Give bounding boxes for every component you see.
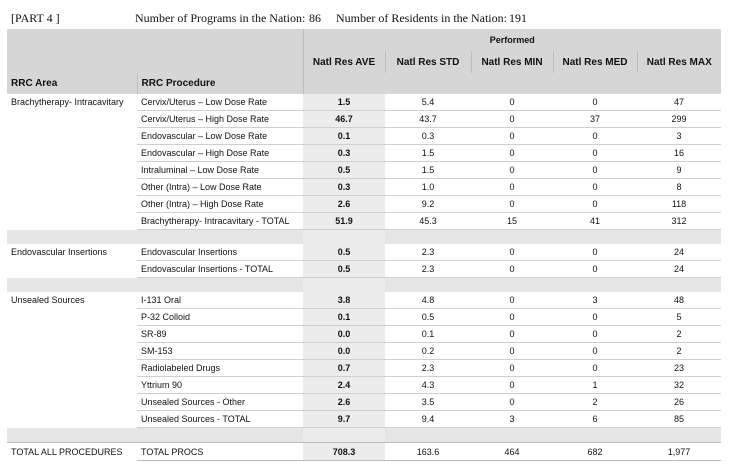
total-min-cell: 464 — [471, 443, 553, 461]
med-cell: 0 — [553, 179, 637, 196]
total-ave-cell: 708.3 — [303, 443, 385, 461]
total-std-cell: 163.6 — [385, 443, 471, 461]
area-empty-cell — [7, 145, 137, 162]
procedure-cell: SM-153 — [137, 343, 303, 360]
table-row — [7, 377, 721, 394]
max-cell: 5 — [637, 309, 721, 326]
min-cell: 0 — [471, 244, 553, 261]
table-row — [7, 128, 721, 145]
programs-label: Number of Programs in the Nation: — [135, 11, 306, 25]
total-area-cell: TOTAL ALL PROCEDURES — [7, 443, 137, 461]
med-cell: 0 — [553, 94, 637, 111]
spacer-cell — [553, 278, 637, 293]
procedure-cell: Unsealed Sources - TOTAL — [137, 411, 303, 428]
max-cell: 24 — [637, 261, 721, 278]
total-med-cell: 682 — [553, 443, 637, 461]
header-blank — [7, 29, 137, 51]
med-cell: 0 — [553, 326, 637, 343]
procedure-cell: Endovascular – High Dose Rate — [137, 145, 303, 162]
min-cell: 0 — [471, 309, 553, 326]
max-cell: 32 — [637, 377, 721, 394]
med-cell: 0 — [553, 360, 637, 377]
procedure-cell: Yttrium 90 — [137, 377, 303, 394]
area-empty-cell — [7, 360, 137, 377]
min-cell: 0 — [471, 326, 553, 343]
procedure-cell: Other (Intra) – High Dose Rate — [137, 196, 303, 213]
spacer-cell — [7, 230, 137, 245]
std-cell: 1.0 — [385, 179, 471, 196]
ave-cell: 0.0 — [303, 326, 385, 343]
area-empty-cell — [7, 179, 137, 196]
med-cell: 0 — [553, 244, 637, 261]
med-cell: 1 — [553, 377, 637, 394]
procedure-cell: Radiolabeled Drugs — [137, 360, 303, 377]
procedure-cell: Endovascular – Low Dose Rate — [137, 128, 303, 145]
max-cell: 2 — [637, 326, 721, 343]
min-cell: 0 — [471, 145, 553, 162]
spacer-cell — [385, 278, 471, 293]
col-header-area: RRC Area — [7, 73, 137, 94]
table-row — [7, 196, 721, 213]
area-empty-cell — [7, 162, 137, 179]
std-cell: 5.4 — [385, 94, 471, 111]
min-cell: 3 — [471, 411, 553, 428]
table-row — [7, 244, 721, 261]
spacer-cell — [385, 230, 471, 245]
med-cell: 0 — [553, 343, 637, 360]
group-spacer — [7, 428, 721, 443]
spacer-cell — [385, 428, 471, 443]
std-cell: 43.7 — [385, 111, 471, 128]
min-cell: 0 — [471, 394, 553, 411]
area-empty-cell — [7, 343, 137, 360]
header-blank — [137, 51, 303, 73]
area-empty-cell — [7, 411, 137, 428]
procedure-cell: I-131 Oral — [137, 292, 303, 309]
total-max-cell: 1,977 — [637, 443, 721, 461]
report-header — [7, 8, 721, 28]
col-header-max: Natl Res MAX — [637, 51, 721, 73]
max-cell: 47 — [637, 94, 721, 111]
spacer-cell — [637, 428, 721, 443]
group-spacer — [7, 278, 721, 293]
max-cell: 118 — [637, 196, 721, 213]
residents-value: 191 — [509, 11, 527, 25]
max-cell: 3 — [637, 128, 721, 145]
procedure-cell: P-32 Colloid — [137, 309, 303, 326]
table-row — [7, 179, 721, 196]
ave-cell: 0.5 — [303, 244, 385, 261]
ave-cell: 9.7 — [303, 411, 385, 428]
max-cell: 48 — [637, 292, 721, 309]
header-blank — [137, 29, 303, 51]
ave-cell: 0.1 — [303, 309, 385, 326]
std-cell: 4.8 — [385, 292, 471, 309]
std-cell: 0.1 — [385, 326, 471, 343]
spacer-cell — [553, 230, 637, 245]
area-empty-cell — [7, 128, 137, 145]
ave-cell: 2.6 — [303, 196, 385, 213]
table-row — [7, 94, 721, 111]
procedure-cell: Cervix/Uterus – Low Dose Rate — [137, 94, 303, 111]
min-cell: 0 — [471, 196, 553, 213]
ave-cell: 1.5 — [303, 94, 385, 111]
table-row — [7, 292, 721, 309]
ave-cell: 0.5 — [303, 162, 385, 179]
med-cell: 41 — [553, 213, 637, 230]
area-empty-cell — [7, 394, 137, 411]
area-empty-cell — [7, 377, 137, 394]
spacer-cell — [471, 230, 553, 245]
med-cell: 0 — [553, 145, 637, 162]
spacer-cell — [303, 278, 385, 293]
performed-header: Performed — [303, 29, 721, 51]
col-header-ave: Natl Res AVE — [303, 51, 385, 73]
med-cell: 2 — [553, 394, 637, 411]
max-cell: 8 — [637, 179, 721, 196]
table-row — [7, 343, 721, 360]
med-cell: 6 — [553, 411, 637, 428]
spacer-cell — [553, 428, 637, 443]
statistics-table — [7, 29, 721, 461]
spacer-cell — [7, 278, 137, 293]
group-spacer — [7, 230, 721, 245]
ave-cell: 0.5 — [303, 261, 385, 278]
min-cell: 0 — [471, 261, 553, 278]
max-cell: 24 — [637, 244, 721, 261]
max-cell: 16 — [637, 145, 721, 162]
max-cell: 312 — [637, 213, 721, 230]
spacer-cell — [137, 428, 303, 443]
max-cell: 23 — [637, 360, 721, 377]
table-row — [7, 326, 721, 343]
min-cell: 0 — [471, 162, 553, 179]
total-procedure-cell: TOTAL PROCS — [137, 443, 303, 461]
header-blank — [7, 51, 137, 73]
procedure-cell: SR-89 — [137, 326, 303, 343]
col-header-med: Natl Res MED — [553, 51, 637, 73]
area-empty-cell — [7, 196, 137, 213]
med-cell: 0 — [553, 309, 637, 326]
max-cell: 299 — [637, 111, 721, 128]
area-empty-cell — [7, 213, 137, 230]
table-row — [7, 162, 721, 179]
spacer-cell — [303, 428, 385, 443]
std-cell: 1.5 — [385, 145, 471, 162]
ave-cell: 2.4 — [303, 377, 385, 394]
procedure-cell: Cervix/Uterus – High Dose Rate — [137, 111, 303, 128]
spacer-cell — [137, 278, 303, 293]
max-cell: 9 — [637, 162, 721, 179]
area-empty-cell — [7, 261, 137, 278]
spacer-cell — [303, 230, 385, 245]
med-cell: 0 — [553, 128, 637, 145]
std-cell: 9.2 — [385, 196, 471, 213]
std-cell: 0.2 — [385, 343, 471, 360]
procedure-cell: Unsealed Sources - Other — [137, 394, 303, 411]
std-cell: 0.5 — [385, 309, 471, 326]
residents-label: Number of Residents in the Nation: — [336, 11, 507, 25]
ave-cell: 0.3 — [303, 145, 385, 162]
area-empty-cell — [7, 326, 137, 343]
col-header-std: Natl Res STD — [385, 51, 471, 73]
min-cell: 0 — [471, 377, 553, 394]
col-header-procedure: RRC Procedure — [137, 73, 303, 94]
spacer-cell — [7, 428, 137, 443]
col-header-min: Natl Res MIN — [471, 51, 553, 73]
ave-cell: 2.6 — [303, 394, 385, 411]
table-row — [7, 360, 721, 377]
max-cell: 2 — [637, 343, 721, 360]
std-cell: 4.3 — [385, 377, 471, 394]
med-cell: 0 — [553, 261, 637, 278]
ave-cell: 0.1 — [303, 128, 385, 145]
med-cell: 0 — [553, 196, 637, 213]
ave-cell: 0.7 — [303, 360, 385, 377]
med-cell: 3 — [553, 292, 637, 309]
table-row — [7, 213, 721, 230]
total-row — [7, 443, 721, 461]
procedure-cell: Endovascular Insertions - TOTAL — [137, 261, 303, 278]
ave-cell: 0.3 — [303, 179, 385, 196]
std-cell: 2.3 — [385, 261, 471, 278]
procedure-cell: Brachytherapy- Intracavitary - TOTAL — [137, 213, 303, 230]
std-cell: 9.4 — [385, 411, 471, 428]
ave-cell: 3.8 — [303, 292, 385, 309]
table-row — [7, 261, 721, 278]
area-empty-cell — [7, 111, 137, 128]
max-cell: 26 — [637, 394, 721, 411]
med-cell: 37 — [553, 111, 637, 128]
max-cell: 85 — [637, 411, 721, 428]
table-body — [7, 94, 721, 461]
part-label: [PART 4 ] — [11, 11, 60, 25]
std-cell: 1.5 — [385, 162, 471, 179]
std-cell: 2.3 — [385, 360, 471, 377]
med-cell: 0 — [553, 162, 637, 179]
table-row — [7, 111, 721, 128]
min-cell: 0 — [471, 360, 553, 377]
ave-cell: 51.9 — [303, 213, 385, 230]
procedure-cell: Intraluminal – Low Dose Rate — [137, 162, 303, 179]
procedure-cell: Other (Intra) – Low Dose Rate — [137, 179, 303, 196]
std-cell: 0.3 — [385, 128, 471, 145]
spacer-cell — [471, 428, 553, 443]
min-cell: 0 — [471, 292, 553, 309]
spacer-cell — [137, 230, 303, 245]
std-cell: 45.3 — [385, 213, 471, 230]
area-empty-cell — [7, 309, 137, 326]
area-cell: Brachytherapy- Intracavitary — [11, 97, 124, 108]
programs-value: 86 — [309, 11, 321, 25]
min-cell: 0 — [471, 128, 553, 145]
procedure-cell: Endovascular Insertions — [137, 244, 303, 261]
ave-cell: 46.7 — [303, 111, 385, 128]
min-cell: 0 — [471, 111, 553, 128]
table-row — [7, 145, 721, 162]
spacer-cell — [637, 230, 721, 245]
min-cell: 0 — [471, 343, 553, 360]
min-cell: 0 — [471, 94, 553, 111]
min-cell: 15 — [471, 213, 553, 230]
table-row — [7, 309, 721, 326]
spacer-cell — [471, 278, 553, 293]
header-blank — [303, 73, 721, 94]
std-cell: 3.5 — [385, 394, 471, 411]
std-cell: 2.3 — [385, 244, 471, 261]
area-cell: Unsealed Sources — [11, 295, 85, 306]
ave-cell: 0.0 — [303, 343, 385, 360]
table-row — [7, 394, 721, 411]
table-row — [7, 411, 721, 428]
area-cell: Endovascular Insertions — [11, 247, 108, 258]
min-cell: 0 — [471, 179, 553, 196]
spacer-cell — [637, 278, 721, 293]
